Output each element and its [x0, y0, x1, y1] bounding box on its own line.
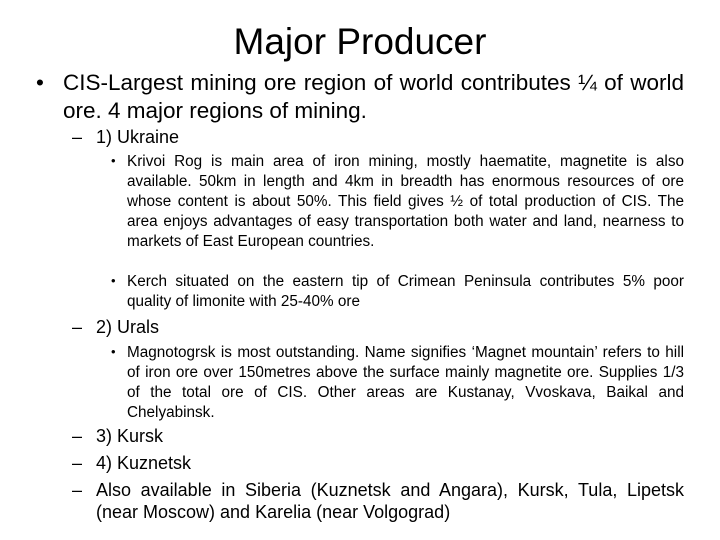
ukraine-point-kerch: [111, 272, 684, 312]
main-bullet-text: CIS-Largest mining ore region of world contributes ¼ of world ore. 4 major regions of mining.: [63, 70, 684, 123]
urals-point-magnotogrsk: [111, 343, 684, 423]
dash-marker: –: [72, 426, 83, 446]
region-ukraine: [72, 126, 684, 148]
region-label: 3) Kursk: [96, 426, 164, 446]
ukraine-point-krivoi-rog: [111, 152, 684, 252]
dash-marker: –: [72, 127, 83, 147]
main-bullet-point: [36, 69, 684, 125]
bullet-marker: •: [111, 273, 116, 288]
region-kuznetsk: [72, 452, 684, 474]
dash-marker: –: [72, 317, 83, 337]
region-kursk: [72, 425, 684, 447]
point-text: Magnotogrsk is most outstanding. Name signifies ‘Magnet mountain’ refers to hill of iron ore over 150metres above the surface mainly magnetite ore. Supplies 1/3 of the total ore of CIS. Other areas are Kustanay, Vvoskava, Baikal and Chelyabinsk.: [127, 344, 684, 421]
point-text: Kerch situated on the eastern tip of Crimean Peninsula contributes 5% poor quality of limonite with 25-40% ore: [127, 273, 684, 310]
bullet-marker: •: [111, 344, 116, 359]
dash-marker: –: [72, 453, 83, 473]
region-label: 4) Kuznetsk: [96, 453, 192, 473]
region-label: 1) Ukraine: [96, 127, 180, 147]
point-text: Krivoi Rog is main area of iron mining, mostly haematite, magnetite is also available. 50km in length and 4km in breadth has enormous resources of ore whose content is about 50%. This field gives ½ of total production of CIS. The area enjoys advantages of easy transportation both water and land, nearness to markets of East European countries.: [127, 153, 684, 250]
region-other-areas: [72, 479, 684, 523]
dash-marker: –: [72, 480, 83, 500]
region-urals: [72, 316, 684, 338]
bullet-marker: •: [36, 70, 44, 95]
region-label: Also available in Siberia (Kuznetsk and Angara), Kursk, Tula, Lipetsk (near Moscow) and Karelia (near Volgograd): [96, 480, 684, 522]
bullet-marker: •: [111, 153, 116, 168]
region-label: 2) Urals: [96, 317, 160, 337]
slide-title: Major Producer: [233, 21, 487, 62]
